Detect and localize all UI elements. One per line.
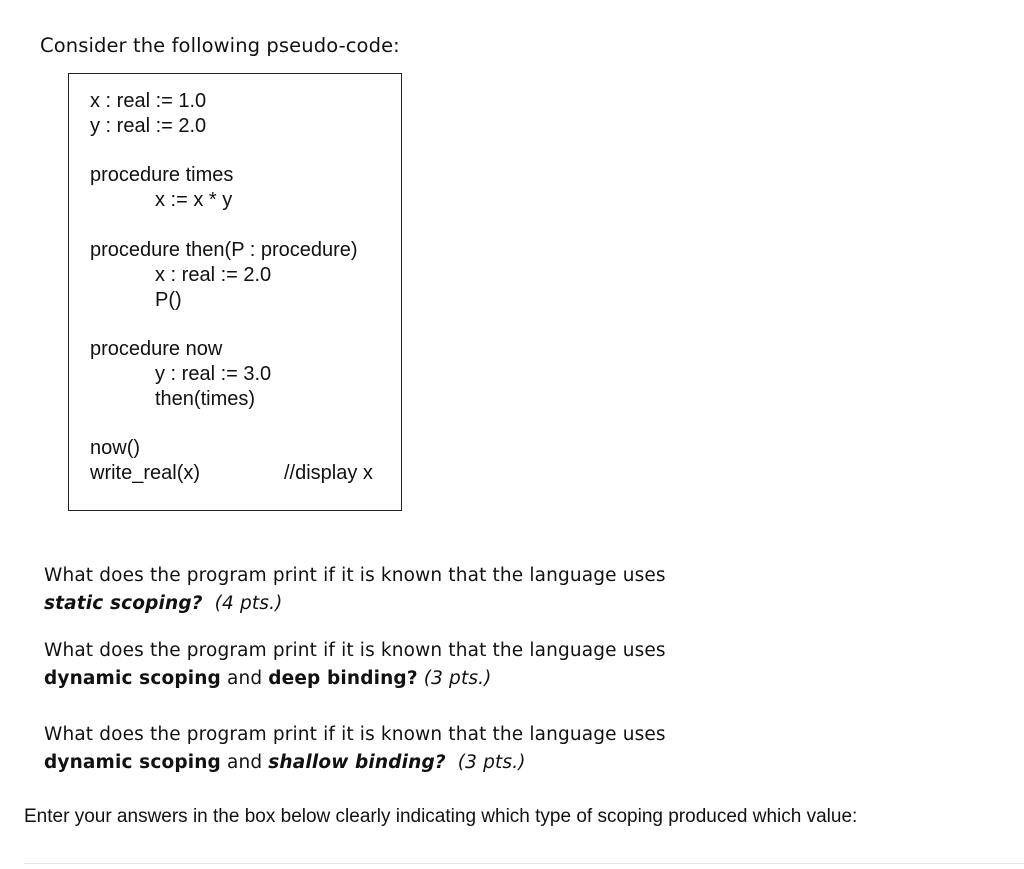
code-line: procedure now [90,338,223,360]
code-line: procedure then(P : procedure) [90,239,358,261]
answer-instructions: Enter your answers in the box below clearly indicating which type of scoping produced which value: [24,806,858,827]
code-line: write_real(x) [90,462,201,484]
code-comment: //display x [284,462,373,484]
conjunction: and [226,752,263,773]
code-line: procedure times [90,164,234,186]
scoping-term: dynamic scoping [44,752,221,773]
question-deep-binding [44,637,666,693]
scoping-term: static scoping? [44,593,203,614]
scoping-term: dynamic scoping [44,668,221,689]
question-text: What does the program print if it is known that the language uses [44,640,666,661]
code-line: x := x * y [155,189,233,211]
code-line: P() [155,289,182,311]
points-label: (3 pts.) [423,668,492,689]
answer-box-top-edge [24,863,1024,864]
points-label: (4 pts.) [214,593,283,614]
code-line: x : real := 1.0 [90,90,207,112]
conjunction: and [226,668,263,689]
question-text: What does the program print if it is known that the language uses [44,724,666,745]
code-line: y : real := 3.0 [155,363,272,385]
code-line: then(times) [155,388,256,410]
binding-term: shallow binding? [268,752,446,773]
question-shallow-binding [44,721,666,777]
question-static-scoping [44,562,666,618]
question-heading: Consider the following pseudo-code: [40,34,400,57]
question-text: What does the program print if it is known that the language uses [44,565,666,586]
code-line: now() [90,437,141,459]
binding-term: deep binding? [268,668,418,689]
points-label: (3 pts.) [457,752,526,773]
pseudo-code-box [68,73,402,511]
code-line: y : real := 2.0 [90,115,207,137]
code-line: x : real := 2.0 [155,264,272,286]
